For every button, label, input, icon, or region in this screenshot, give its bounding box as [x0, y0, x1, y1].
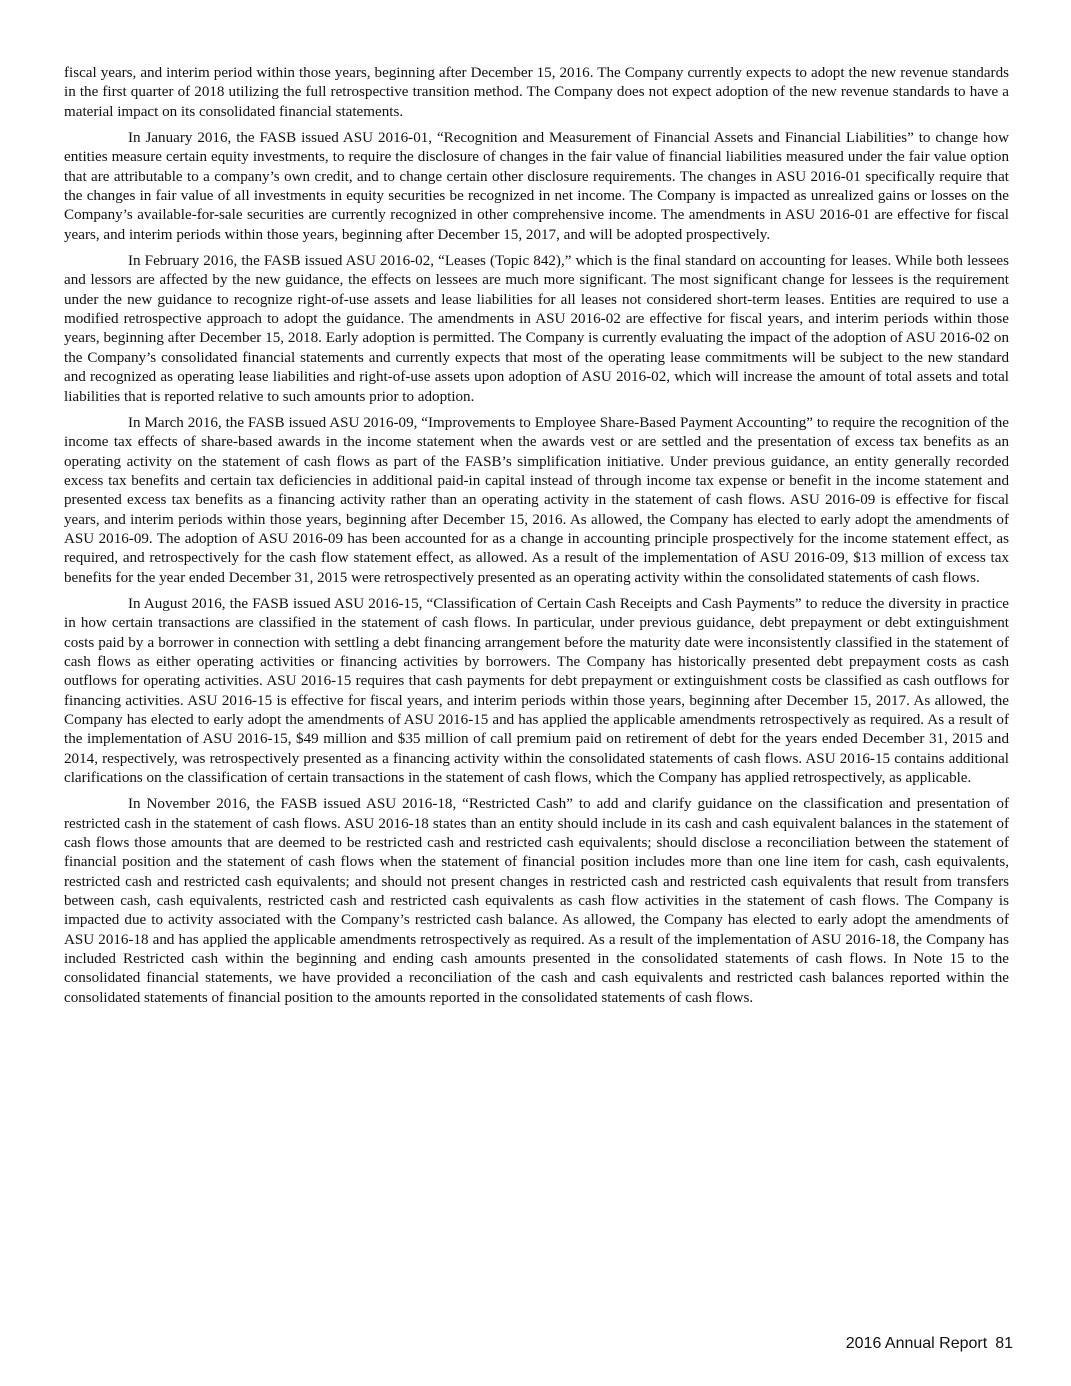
paragraph-asu-2016-18: In November 2016, the FASB issued ASU 2016-18, “Restricted Cash” to add and clarify guidance on the classification and presentation of restricted cash in the statement of cash flows. ASU 2016-18 states than an entity should include in its cash and cash equivalent balances in the statement of cash flows those amounts that are deemed to be restricted cash and restricted cash equivalents; should disclose a reconciliation between the statement of financial position and the statement of cash flows when the statement of financial position includes more than one line item for cash, cash equivalents, restricted cash and restricted cash equivalents; and should not present changes in restricted cash and restricted cash equivalents that result from transfers between cash, cash equivalents, restricted cash and restricted cash equivalents as cash flow activities in the statement of cash flows. The Company is impacted due to activity associated with the Company’s restricted cash balance. As allowed, the Company has elected to early adopt the amendments of ASU 2016-18 and has applied the applicable amendments retrospectively as required. As a result of the implementation of ASU 2016-18, the Company has included Restricted cash within the beginning and ending cash amounts presented in the consolidated statements of cash flows. In Note 15 to the consolidated financial statements, we have provided a reconciliation of the cash and cash equivalents and restricted cash balances reported within the consolidated statements of financial position to the amounts reported in the consolidated statements of cash flows.	[64, 796, 1009, 1006]
paragraph-asu-2016-02: In February 2016, the FASB issued ASU 2016-02, “Leases (Topic 842),” which is the final standard on accounting for leases. While both lessees and lessors are affected by the new guidance, the effects on lessees are much more significant. The most significant change for lessees is the requirement under the new guidance to recognize right-of-use assets and lease liabilities for all leases not considered short-term leases. Entities are required to use a modified retrospective approach to adopt the guidance. The amendments in ASU 2016-02 are effective for fiscal years, and interim periods within those years, beginning after December 15, 2018. Early adoption is permitted. The Company is currently evaluating the impact of the adoption of ASU 2016-02 on the Company’s consolidated financial statements and currently expects that most of the operating lease commitments will be subject to the new standard and recognized as operating lease liabilities and right-of-use assets upon adoption of ASU 2016-02, which will increase the amount of total assets and total liabilities that is reported relative to such amounts prior to adoption.	[64, 253, 1009, 405]
paragraph-asu-2016-15: In August 2016, the FASB issued ASU 2016-15, “Classification of Certain Cash Receipts and Cash Payments” to reduce the diversity in practice in how certain transactions are classified in the statement of cash flows. In particular, under previous guidance, debt prepayment or debt extinguishment costs paid by a borrower in connection with settling a debt financing arrangement before the maturity date were inconsistently classified in the statement of cash flows as either operating activities or financing activities by borrowers. The Company has historically presented debt prepayment costs as cash outflows for operating activities. ASU 2016-15 requires that cash payments for debt prepayment or extinguishment costs be classified as cash outflows for financing activities. ASU 2016-15 is effective for fiscal years, and interim periods within those years, beginning after December 15, 2017. As allowed, the Company has elected to early adopt the amendments of ASU 2016-15 and has applied the applicable amendments retrospectively as required. As a result of the implementation of ASU 2016-15, $49 million and $35 million of call premium paid on retirement of debt for the years ended December 31, 2015 and 2014, respectively, was retrospectively presented as a financing activity within the consolidated statements of cash flows. ASU 2016-15 contains additional clarifications on the classification of certain transactions in the statement of cash flows, which the Company has applied retrospectively, as applicable.	[64, 595, 1009, 787]
document-body	[64, 64, 1009, 1015]
page-footer	[846, 1335, 1013, 1353]
paragraph-revenue-standards-continued: fiscal years, and interim period within those years, beginning after December 15, 2016. The Company currently expects to adopt the new revenue standards in the first quarter of 2018 utilizing the full retrospective transition method. The Company does not expect adoption of the new revenue standards to have a material impact on its consolidated financial statements.	[64, 65, 1009, 120]
page-number: 81	[995, 1335, 1013, 1352]
paragraph-asu-2016-09: In March 2016, the FASB issued ASU 2016-09, “Improvements to Employee Share-Based Payment Accounting” to require the recognition of the income tax effects of share-based awards in the income statement when the awards vest or are settled and the presentation of excess tax benefits as an operating activity on the statement of cash flows as part of the FASB’s simplification initiative. Under previous guidance, an entity generally recorded excess tax benefits and certain tax deficiencies in additional paid-in capital instead of through income tax expense or benefit in the income statement and presented excess tax benefits as a financing activity rather than an operating activity in the statement of cash flows. ASU 2016-09 is effective for fiscal years, and interim periods within those years, beginning after December 15, 2016. As allowed, the Company has elected to early adopt the amendments of ASU 2016-09. The adoption of ASU 2016-09 has been accounted for as a change in accounting principle prospectively for the income statement effect, as required, and retrospectively for the cash flow statement effect, as allowed. As a result of the implementation of ASU 2016-09, $13 million of excess tax benefits for the year ended December 31, 2015 were retrospectively presented as an operating activity within the consolidated statements of cash flows.	[64, 414, 1009, 586]
report-label: 2016 Annual Report	[845, 1335, 988, 1352]
paragraph-asu-2016-01: In January 2016, the FASB issued ASU 2016-01, “Recognition and Measurement of Financial Assets and Financial Liabilities” to change how entities measure certain equity investments, to require the disclosure of changes in the fair value of financial liabilities measured under the fair value option that are attributable to a company’s own credit, and to change certain other disclosure requirements. The changes in ASU 2016-01 specifically require that the changes in fair value of all investments in equity securities be recognized in net income. The Company is impacted as unrealized gains or losses on the Company’s available-for-sale securities are currently recognized in other comprehensive income. The amendments in ASU 2016-01 are effective for fiscal years, and interim periods within those years, beginning after December 15, 2017, and will be adopted prospectively.	[64, 130, 1009, 243]
